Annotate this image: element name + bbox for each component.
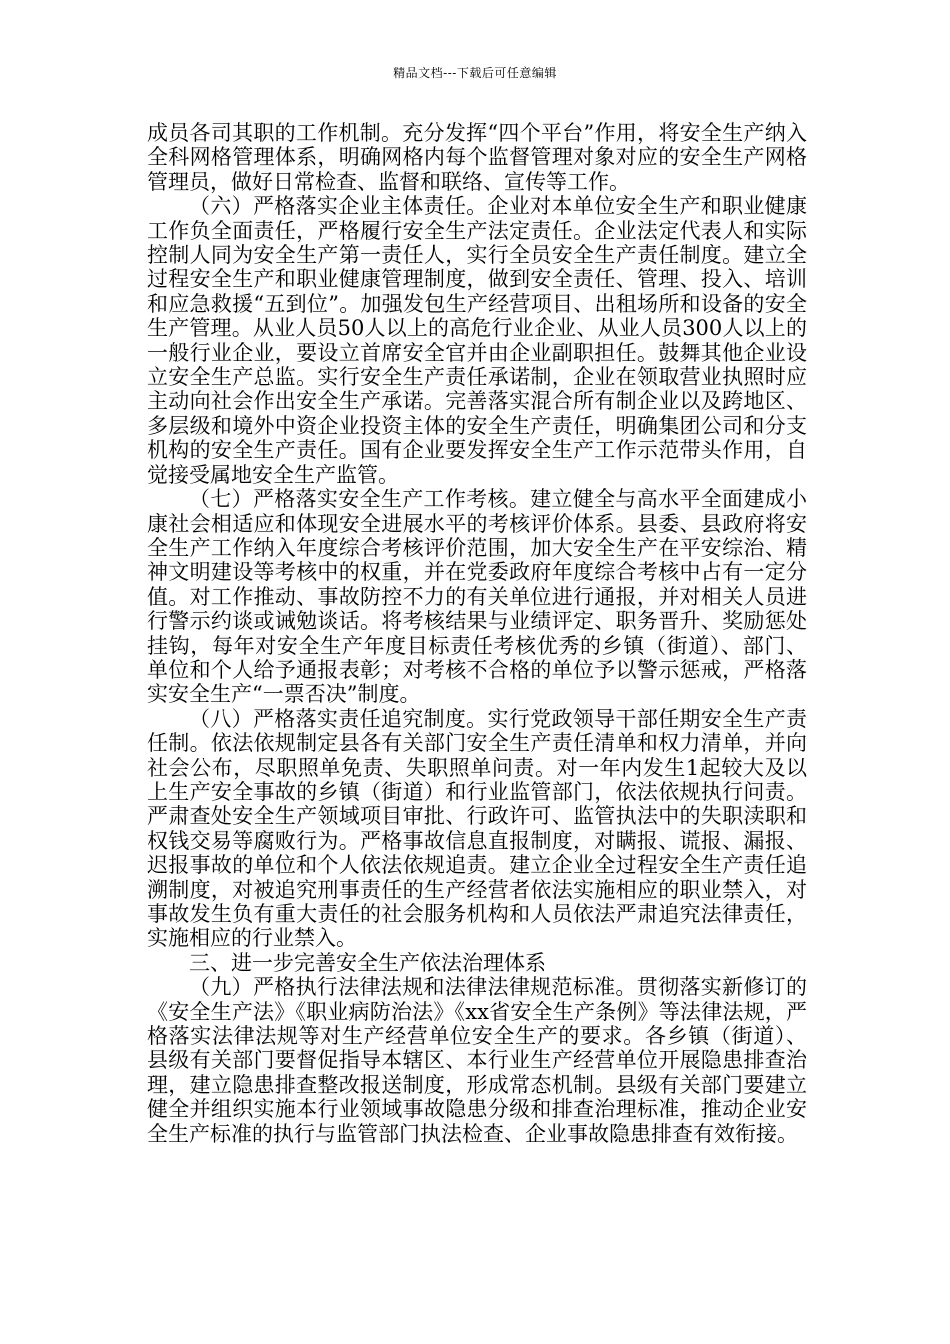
paragraph-section-9: （九）严格执行法律法规和法律法律规范标准。贯彻落实新修订的《安全生产法》《职业病防治法》《xx省安全生产条例》等法律法规，严格落实法律法规等对生产经营单位安全生产的要求。各乡镇（街道）、县级有关部门要督促指导本辖区、本行业生产经营单位开展隐患排查治理，建立隐患排查整改报送制度，形成常态机制。县级有关部门要建立健全并组织实施本行业领域事故隐患分级和排查治理标准，推动企业安全生产标准的执行与监管部门执法检查、企业事故隐患排查有效衔接。 <box>147 975 807 1146</box>
paragraph-section-6: （六）严格落实企业主体责任。企业对本单位安全生产和职业健康工作负全面责任，严格履行安全生产法定责任。企业法定代表人和实际控制人同为安全生产第一责任人，实行全员安全生产责任制度。建立全过程安全生产和职业健康管理制度，做到安全责任、管理、投入、培训和应急救援“五到位”。加强发包生产经营项目、出租场所和设备的安全生产管理。从业人员50人以上的高危行业企业、从业人员300人以上的一般行业企业，要设立首席安全官并由企业副职担任。鼓舞其他企业设立安全生产总监。实行安全生产责任承诺制，企业在领取营业执照时应主动向社会作出安全生产承诺。完善落实混合所有制企业以及跨地区、多层级和境外中资企业投资主体的安全生产责任，明确集团公司和分支机构的安全生产责任。国有企业要发挥安全生产工作示范带头作用，自觉接受属地安全生产监管。 <box>147 194 807 487</box>
paragraph-continuation: 成员各司其职的工作机制。充分发挥“四个平台”作用，将安全生产纳入全科网格管理体系，明确网格内每个监督管理对象对应的安全生产网格管理员，做好日常检查、监督和联络、宣传等工作。 <box>147 121 807 194</box>
document-body <box>147 121 807 1146</box>
paragraph-section-8: （八）严格落实责任追究制度。实行党政领导干部任期安全生产责任制。依法依规制定县各有关部门安全生产责任清单和权力清单，并向社会公布，尽职照单免责、失职照单问责。对一年内发生1起较大及以上生产安全事故的乡镇（街道）和行业监管部门，依法依规执行问责。严肃查处安全生产领域项目审批、行政许可、监管执法中的失职渎职和权钱交易等腐败行为。严格事故信息直报制度，对瞒报、谎报、漏报、迟报事故的单位和个人依法依规追责。建立企业全过程安全生产责任追溯制度，对被追究刑事责任的生产经营者依法实施相应的职业禁入，对事故发生负有重大责任的社会服务机构和人员依法严肃追究法律责任，实施相应的行业禁入。 <box>147 706 807 951</box>
paragraph-section-7: （七）严格落实安全生产工作考核。建立健全与高水平全面建成小康社会相适应和体现安全进展水平的考核评价体系。县委、县政府将安全生产工作纳入年度综合考核评价范围，加大安全生产在平安综治、精神文明建设等考核中的权重，并在党委政府年度综合考核中占有一定分值。对工作推动、事故防控不力的有关单位进行通报，并对相关人员进行警示约谈或诫勉谈话。将考核结果与业绩评定、职务晋升、奖励惩处挂钩，每年对安全生产年度目标责任考核优秀的乡镇（街道）、部门、单位和个人给予通报表彰；对考核不合格的单位予以警示惩戒，严格落实安全生产“一票否决”制度。 <box>147 487 807 707</box>
section-heading-3: 三、进一步完善安全生产依法治理体系 <box>189 950 546 975</box>
page-header: 精品文档---下载后可任意编辑 <box>393 66 557 80</box>
